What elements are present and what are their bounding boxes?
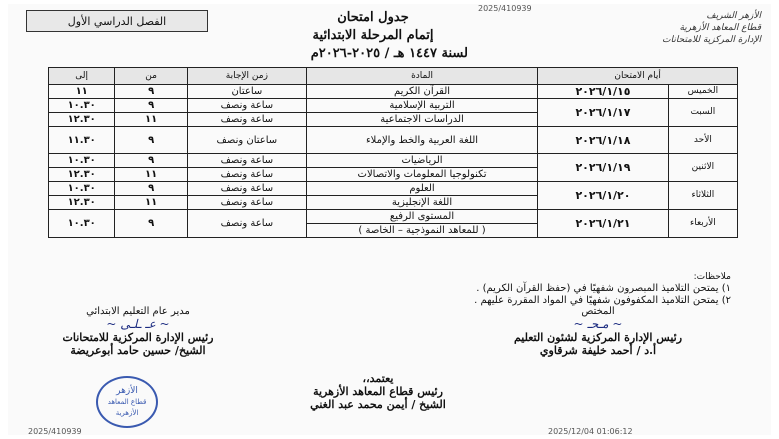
table-row (49, 210, 738, 224)
handwritten-signature-left: ~ ﻋـ ـﻠـﻰ ~ (106, 317, 170, 331)
sig-right-role: رئيس الإدارة المركزية لشئون التعليم (513, 331, 683, 344)
from-cell: ٩ (115, 99, 188, 113)
table-row (49, 85, 738, 99)
note-item-2: ٢) يمتحن التلاميذ المكفوفون شفهيًا في المواد المقررة عليهم . (474, 295, 731, 306)
center-role: رئيس قطاع المعاهد الأزهرية (313, 385, 443, 398)
time-cell: ساعة ونصف (187, 99, 306, 113)
subject-cell: اللغة الإنجليزية (306, 196, 537, 210)
subject-cell: الدراسات الاجتماعية (306, 113, 537, 127)
date-cell: ٢٠٢٦/١/١٧ (538, 99, 669, 127)
to-cell: ١١.٣٠ (49, 127, 115, 154)
from-cell: ١١ (115, 168, 188, 182)
day-cell: الاثنين (668, 154, 737, 182)
date-cell: ٢٠٢٦/١/١٩ (538, 154, 669, 182)
from-cell: ١١ (115, 113, 188, 127)
header-days: أيام الامتحان (538, 68, 738, 85)
semester-text: الفصل الدراسي الأول (67, 14, 167, 28)
day-cell: الأحد (668, 127, 737, 154)
time-cell: ساعة ونصف (187, 210, 306, 238)
title-year: لسنة ١٤٤٧ هـ / ٢٠٢٥-٢٠٢٦م (310, 46, 468, 61)
signature-right (438, 306, 758, 357)
time-cell: ساعتان (187, 85, 306, 99)
title-stage: إتمام المرحلة الابتدائية (312, 28, 434, 43)
approval-block (248, 372, 508, 411)
to-cell: ١٠.٣٠ (49, 210, 115, 238)
table-header-row (49, 68, 738, 85)
header-to: إلى (49, 68, 115, 85)
day-cell: الثلاثاء (668, 182, 737, 210)
subject-cell: ( للمعاهد النموذجية – الخاصة ) (306, 224, 537, 238)
footer-timestamp: 2025/12/04 01:06:12 (548, 427, 633, 436)
title-main: جدول امتحان (337, 10, 409, 25)
date-cell: ٢٠٢٦/١/٢١ (538, 210, 669, 238)
subject-cell: الرياضيات (306, 154, 537, 168)
header-time: زمن الإجابة (187, 68, 306, 85)
ministry-line-2: قطاع المعاهد الأزهرية (679, 23, 761, 33)
header-from: من (115, 68, 188, 85)
document-page (8, 4, 771, 435)
footer-reference: 2025/410939 (28, 427, 82, 436)
sig-right-top-role: المختص (581, 306, 615, 317)
table-row (49, 182, 738, 196)
time-cell: ساعة ونصف (187, 154, 306, 168)
note-item-1: ١) يمتحن التلاميذ المبصرون شفهيًا في (حفظ القرآن الكريم) . (476, 283, 731, 294)
subject-cell: المستوى الرفيع (306, 210, 537, 224)
stamp-line-2: قطاع المعاهد الأزهرية (107, 397, 147, 417)
table-row (49, 127, 738, 154)
to-cell: ١٠.٣٠ (49, 99, 115, 113)
exam-schedule-table (48, 67, 738, 238)
day-cell: السبت (668, 99, 737, 127)
ministry-header (621, 10, 761, 46)
table-row (49, 154, 738, 168)
from-cell: ٩ (115, 85, 188, 99)
center-name: الشيخ / أيمن محمد عبد الغني (310, 398, 446, 411)
sig-left-role: رئيس الإدارة المركزية للامتحانات (62, 331, 214, 344)
subject-cell: التربية الإسلامية (306, 99, 537, 113)
to-cell: ١٢.٣٠ (49, 113, 115, 127)
header-subject: المادة (306, 68, 537, 85)
signature-left (28, 306, 248, 357)
approve-label: يعتمد،، (362, 372, 394, 385)
ministry-line-3: الإدارة المركزية للامتحانات (662, 35, 761, 45)
document-titles (208, 10, 538, 64)
subject-cell: اللغة العربية والخط والإملاء (306, 127, 537, 154)
time-cell: ساعة ونصف (187, 113, 306, 127)
day-cell: الخميس (668, 85, 737, 99)
subject-cell: القرآن الكريم (306, 85, 537, 99)
from-cell: ٩ (115, 154, 188, 168)
time-cell: ساعة ونصف (187, 196, 306, 210)
to-cell: ١٢.٣٠ (49, 196, 115, 210)
table-row (49, 99, 738, 113)
to-cell: ١١ (49, 85, 115, 99)
sig-right-name: أ.د / أحمد خليفة شرقاوي (539, 344, 657, 357)
reference-number: 2025/410939 (478, 4, 532, 13)
day-cell: الأربعاء (668, 210, 737, 238)
to-cell: ١٢.٣٠ (49, 168, 115, 182)
sig-left-name: الشيخ/ حسين حامد أبوعريضة (70, 344, 206, 357)
sig-left-top-role: مدير عام التعليم الابتدائي (86, 306, 190, 317)
to-cell: ١٠.٣٠ (49, 154, 115, 168)
ministry-line-1: الأزهر الشريف (706, 11, 761, 21)
semester-label (26, 10, 208, 32)
time-cell: ساعة ونصف (187, 168, 306, 182)
notes-section (291, 271, 731, 307)
date-cell: ٢٠٢٦/١/١٥ (538, 85, 669, 99)
subject-cell: العلوم (306, 182, 537, 196)
time-cell: ساعة ونصف (187, 182, 306, 196)
handwritten-signature-right: ~ ﻣـﺤـ ~ (573, 317, 623, 331)
from-cell: ٩ (115, 127, 188, 154)
official-stamp (96, 376, 158, 428)
notes-title: ملاحظات: (693, 272, 731, 282)
stamp-line-1: الأزهر (116, 385, 138, 396)
to-cell: ١٠.٣٠ (49, 182, 115, 196)
from-cell: ١١ (115, 196, 188, 210)
subject-cell: تكنولوجيا المعلومات والاتصالات (306, 168, 537, 182)
date-cell: ٢٠٢٦/١/١٨ (538, 127, 669, 154)
date-cell: ٢٠٢٦/١/٢٠ (538, 182, 669, 210)
from-cell: ٩ (115, 210, 188, 238)
time-cell: ساعتان ونصف (187, 127, 306, 154)
from-cell: ٩ (115, 182, 188, 196)
